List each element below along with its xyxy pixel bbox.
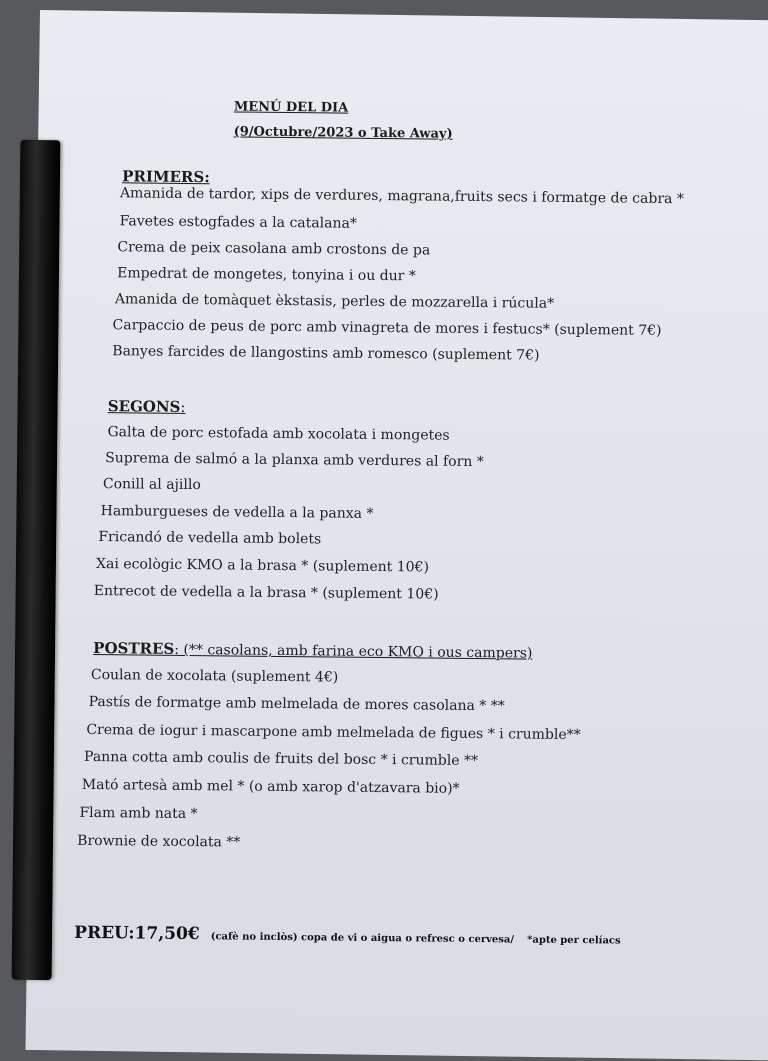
segons-item: Hamburgueses de vedella a la panxa *	[100, 503, 374, 522]
segons-item: Galta de porc estofada amb xocolata i mongetes	[107, 424, 450, 444]
menu-date: (9/Octubre/2023 o Take Away)	[233, 124, 453, 142]
segons-item: Entrecot de vedella a la brasa * (suplement 10€)	[93, 583, 439, 603]
primers-item: Favetes estogfades a la catalana*	[119, 213, 357, 232]
postres-item: Brownie de xocolata **	[77, 832, 241, 851]
price-label: PREU:17,50€	[74, 922, 200, 945]
postres-heading-label: POSTRES	[93, 639, 175, 658]
segons-heading	[108, 397, 186, 416]
postres-item: Coulan de xocolata (suplement 4€)	[90, 666, 339, 686]
primers-item: Carpaccio de peus de porc amb vinagreta de mores i festucs* (suplement 7€)	[112, 317, 662, 339]
postres-item: Panna cotta amb coulis de fruits del bosc * i crumble **	[83, 748, 479, 770]
primers-heading: PRIMERS:	[122, 167, 210, 187]
primers-item: Empedrat de mongetes, tonyina i ou dur *	[117, 265, 416, 285]
segons-heading-colon: :	[180, 397, 186, 416]
primers-item: Banyes farcides de llangostins amb romesco (suplement 7€)	[112, 343, 540, 364]
segons-item: Suprema de salmó a la planxa amb verdures al forn *	[105, 450, 484, 471]
primers-item: Amanida de tomàquet èkstasis, perles de mozzarella i rúcula*	[114, 291, 555, 312]
postres-item: Pastís de formatge amb melmelada de mores casolana * **	[88, 693, 505, 715]
postres-item: Flam amb nata *	[79, 804, 198, 823]
postres-item: Crema de iogur i mascarpone amb melmelada de figues * i crumble**	[86, 721, 581, 744]
segons-item: Xai ecològic KMO a la brasa * (suplement 10€)	[96, 556, 430, 576]
postres-heading	[93, 639, 532, 662]
price-line	[74, 923, 621, 949]
postres-heading-note: : (** casolans, amb farina eco KMO i ous campers)	[174, 641, 533, 662]
celiac-note: *apte per celíacs	[527, 934, 621, 947]
price-note: (cafè no inclòs) copa de vi o aigua o refresc o cervesa/	[210, 931, 515, 946]
primers-item: Crema de peix casolana amb crostons de pa	[117, 239, 431, 259]
segons-heading-label: SEGONS	[107, 397, 181, 416]
primers-item: Amanida de tardor, xips de verdures, magrana,fruits secs i formatge de cabra *	[119, 185, 684, 208]
segons-item: Fricandó de vedella amb bolets	[98, 529, 322, 548]
postres-item: Mató artesà amb mel * (o amb xarop d'atzavara bio)*	[81, 776, 460, 797]
menu-title: MENÚ DEL DIA	[233, 99, 349, 116]
segons-item: Conill al ajillo	[102, 476, 201, 494]
